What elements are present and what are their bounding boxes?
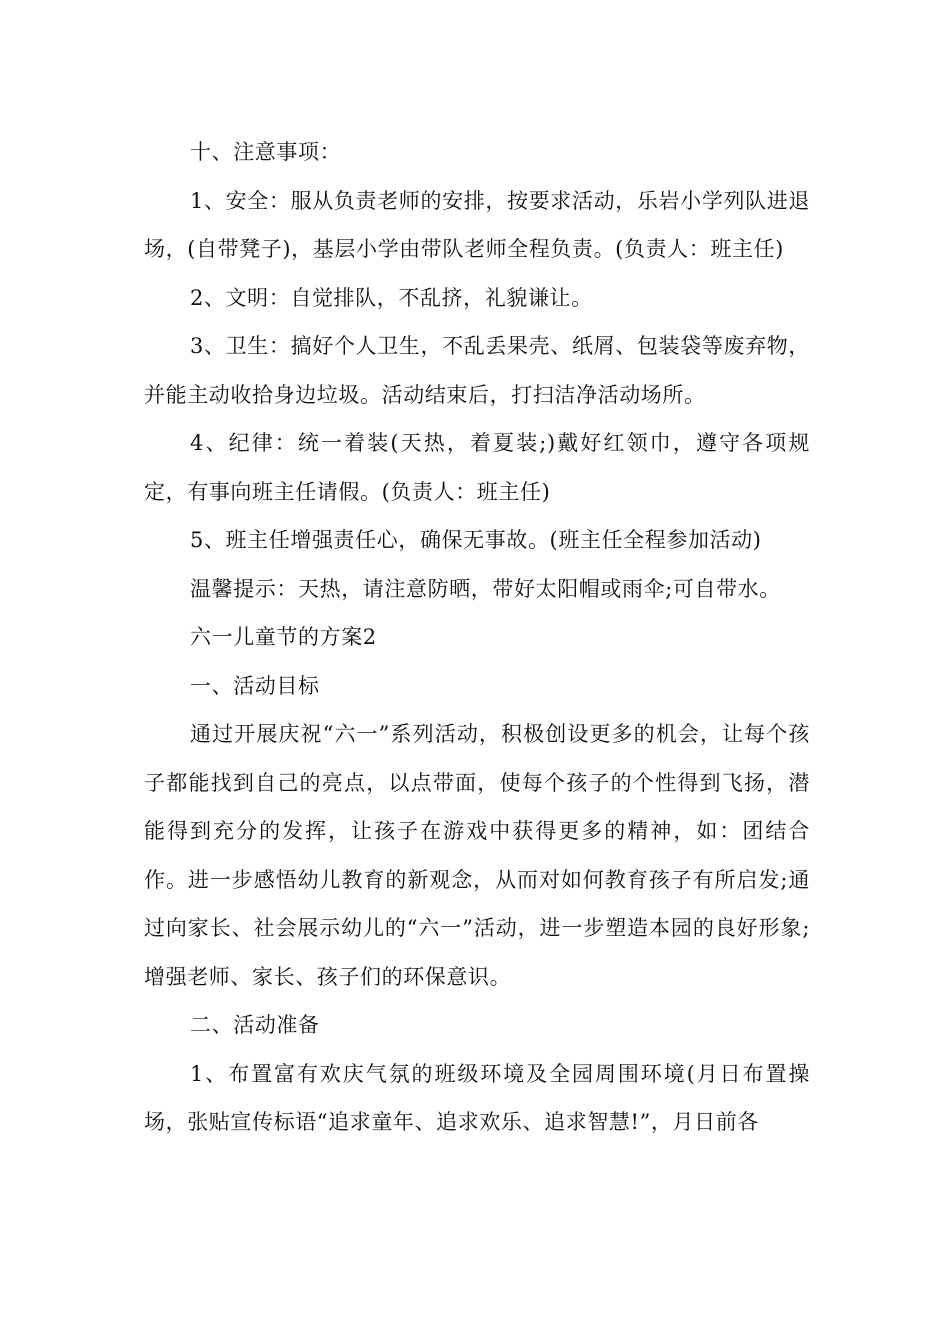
- paragraph-tips: 温馨提示：天热，请注意防晒，带好太阳帽或雨伞;可自带水。: [190, 576, 781, 601]
- paragraph-goals: 通过开展庆祝“六一”系列活动，积极创设更多的机会，让每个孩子都能找到自己的亮点，以点带面，使每个孩子的个性得到飞扬，潜能得到充分的发挥，让孩子在游戏中获得更多的精神，如：团结合作。进一步感悟幼儿教育的新观念，从而对如何教育孩子有所启发;通过向家长、社会展示幼儿的“六一”活动，进一步塑造本园的良好形象;增强老师、家长、孩子们的环保意识。: [144, 722, 810, 989]
- paragraph-hygiene: 3、卫生：搞好个人卫生，不乱丢果壳、纸屑、包装袋等废弃物，并能主动收拾身边垃圾。活动结束后，打扫洁净活动场所。: [144, 334, 810, 407]
- paragraph-civility: 2、文明：自觉排队，不乱挤，礼貌谦让。: [190, 285, 593, 310]
- paragraph-safety: 1、安全：服从负责老师的安排，按要求活动，乐岩小学列队进退场，(自带凳子)，基层小学由带队老师全程负责。(负责人：班主任): [144, 188, 810, 261]
- paragraph-discipline: 4、纪律：统一着装(天热，着夏装;)戴好红领巾，遵守各项规定，有事向班主任请假。(负责人：班主任): [144, 431, 810, 504]
- section-title-plan-2: 六一儿童节的方案2: [190, 625, 377, 649]
- document-body: [144, 128, 810, 1147]
- paragraph-preparation-1: 1、布置富有欢庆气氛的班级环境及全园周围环境(月日布置操场，张贴宣传标语“追求童年、追求欢乐、追求智慧!”，月日前各: [144, 1061, 810, 1134]
- paragraph-responsibility: 5、班主任增强责任心，确保无事故。(班主任全程参加活动): [190, 528, 762, 552]
- heading-preparation: 二、活动准备: [190, 1013, 320, 1037]
- heading-notes: 十、注意事项：: [190, 140, 342, 164]
- heading-goals: 一、活动目标: [190, 673, 320, 698]
